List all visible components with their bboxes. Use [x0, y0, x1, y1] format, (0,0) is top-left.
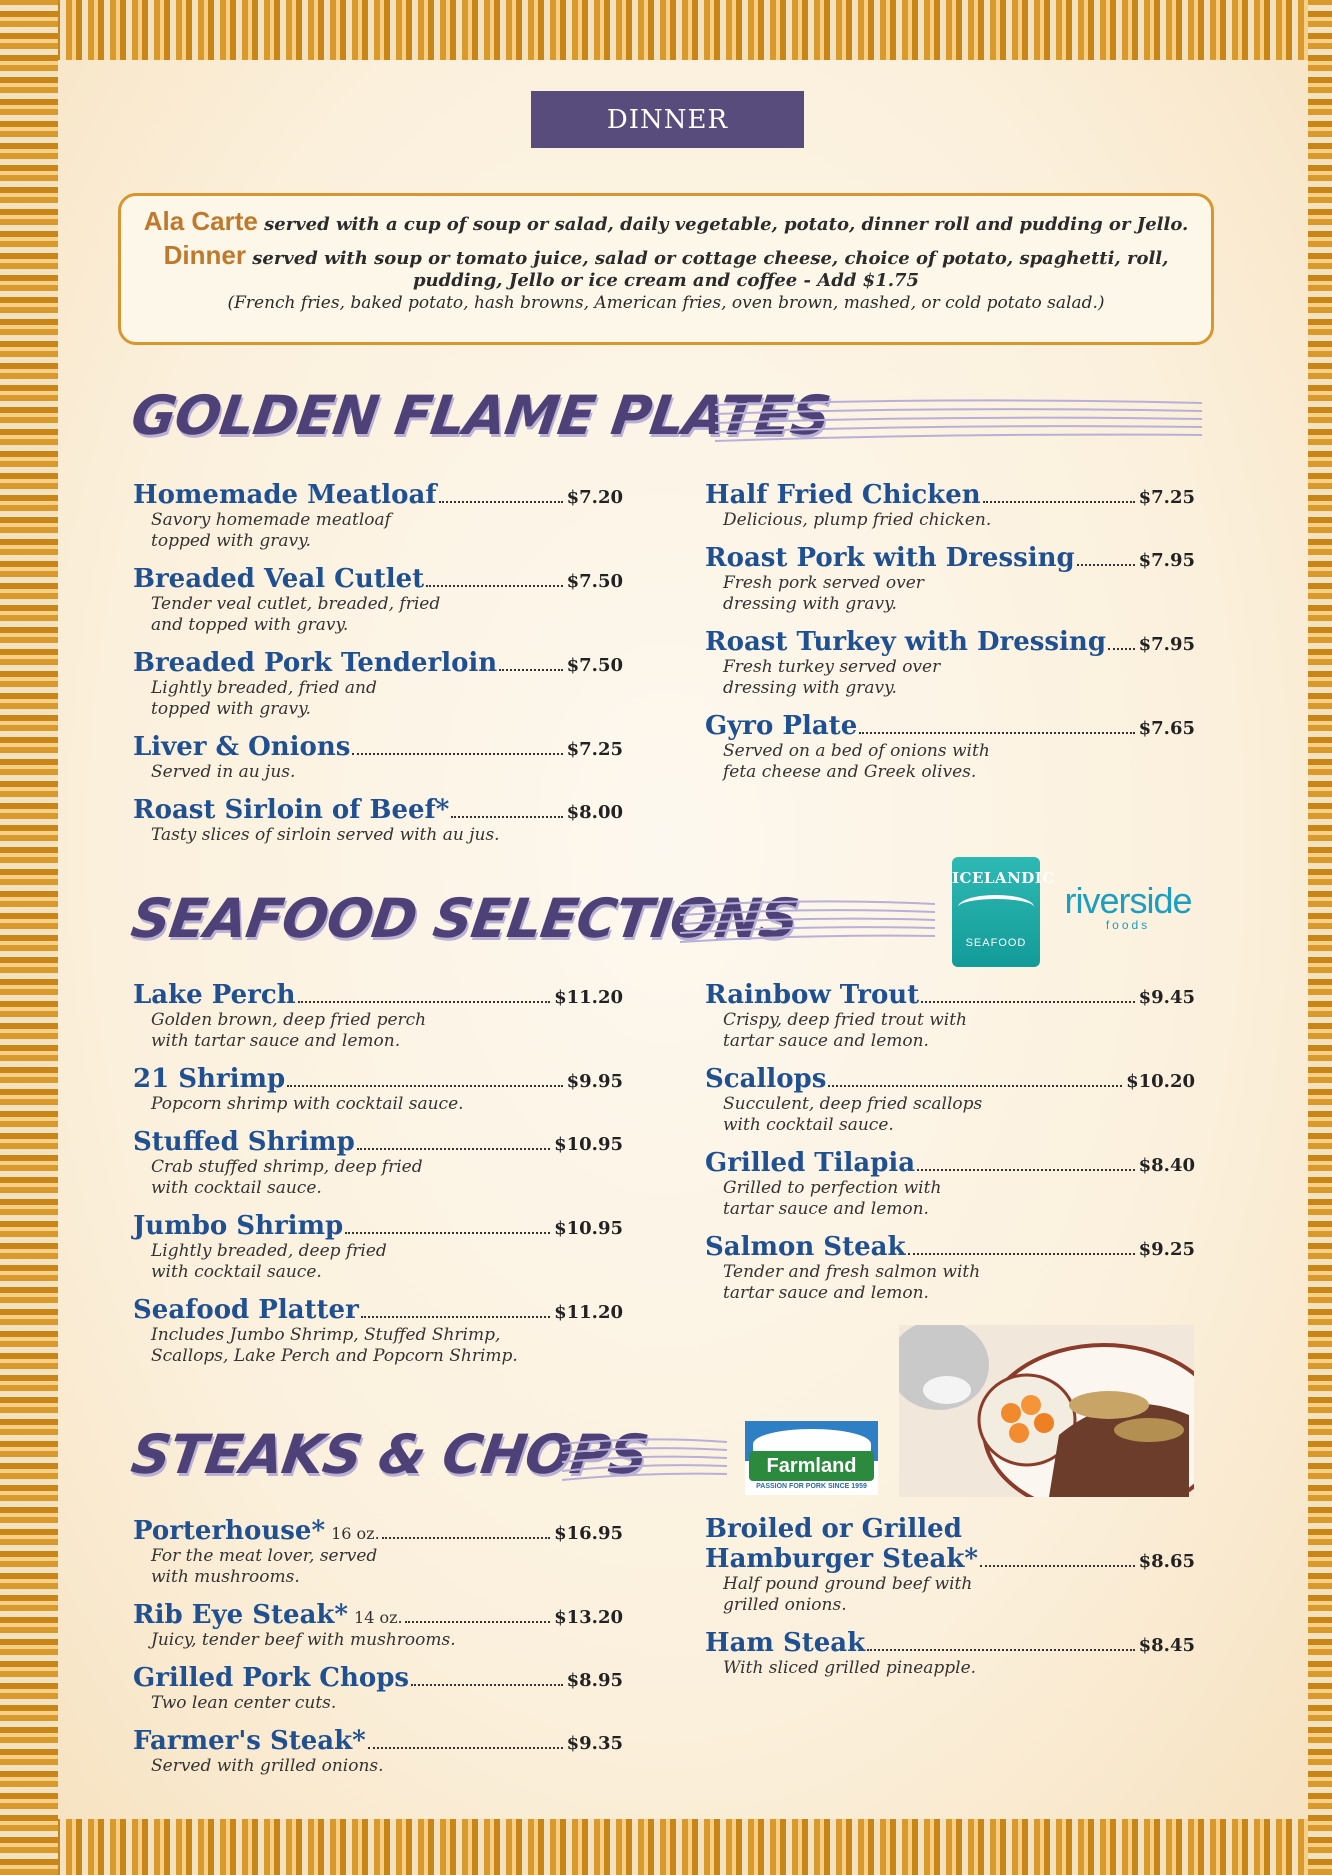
menu-item [133, 1125, 623, 1199]
menu-item [705, 1146, 1195, 1220]
item-price: $8.65 [1138, 1551, 1195, 1572]
item-description: Golden brown, deep fried perch with tartar sauce and lemon. [151, 1010, 427, 1051]
item-price: $7.95 [1138, 550, 1195, 571]
item-price: $13.20 [554, 1607, 623, 1628]
item-name: Salmon Steak [705, 1232, 906, 1262]
menu-item [133, 562, 623, 636]
item-description: Includes Jumbo Shrimp, Stuffed Shrimp, Scallops, Lake Perch and Popcorn Shrimp. [151, 1325, 518, 1366]
leader-dots [298, 1001, 551, 1003]
menu-item [705, 709, 1195, 783]
dinner-keyword: Dinner [163, 240, 246, 270]
item-description: For the meat lover, served with mushrooms. [151, 1546, 378, 1587]
item-name: Breaded Pork Tenderloin [133, 648, 498, 678]
item-price: $10.95 [554, 1134, 623, 1155]
seafood-right-column [705, 978, 1195, 1314]
leader-dots [867, 1649, 1134, 1651]
leader-dots [382, 1537, 550, 1539]
decorative-swoosh-seafood [680, 898, 935, 946]
leader-dots [1108, 648, 1135, 650]
item-description: Tender and fresh salmon with tartar sauce and lemon. [723, 1262, 981, 1303]
leader-dots [361, 1316, 550, 1318]
item-name: Half Fried Chicken [705, 480, 981, 510]
item-description: Tasty slices of sirloin served with au jus. [151, 825, 500, 845]
item-price: $9.25 [1138, 1239, 1195, 1260]
item-name: Seafood Platter [133, 1295, 359, 1325]
item-description: Fresh turkey served over dressing with gravy. [723, 657, 941, 698]
info-box [118, 193, 1214, 345]
menu-item [133, 1661, 623, 1714]
steaks-right-column [705, 1514, 1195, 1689]
item-price: $7.65 [1138, 718, 1195, 739]
item-description: Succulent, deep fried scallops with cocktail sauce. [723, 1094, 983, 1135]
leader-dots [921, 1001, 1134, 1003]
menu-item [133, 1514, 623, 1588]
item-price: $8.00 [566, 802, 623, 823]
farmland-name: Farmland [749, 1451, 874, 1481]
item-price: $10.20 [1126, 1071, 1195, 1092]
menu-item [705, 541, 1195, 615]
leader-dots [917, 1169, 1134, 1171]
item-name: Lake Perch [133, 980, 296, 1010]
menu-item [133, 1062, 623, 1115]
item-name: Porterhouse* [133, 1516, 326, 1546]
item-name: Gyro Plate [705, 711, 858, 741]
icelandic-logo [952, 857, 1055, 967]
riverside-logo [1058, 880, 1198, 932]
leader-dots [908, 1253, 1135, 1255]
item-price: $9.35 [566, 1733, 623, 1754]
decorative-swoosh-golden [715, 397, 1202, 445]
item-name: Jumbo Shrimp [133, 1211, 344, 1241]
farmland-tagline: PASSION FOR PORK SINCE 1959 [756, 1483, 867, 1490]
leader-dots [499, 669, 562, 671]
item-price: $8.45 [1138, 1635, 1195, 1656]
item-price: $11.20 [554, 1302, 623, 1323]
item-name: Roast Sirloin of Beef* [133, 795, 450, 825]
menu-item [705, 625, 1195, 699]
item-price: $7.50 [566, 655, 623, 676]
leader-dots [859, 732, 1134, 734]
item-description: Served on a bed of onions with feta cheese and Greek olives. [723, 741, 990, 782]
ornamental-border-top [0, 0, 1332, 60]
item-name: Homemade Meatloaf [133, 480, 437, 510]
dinner-text-2: pudding, Jello or ice cream and coffee - Add $1.75 [412, 270, 920, 291]
leader-dots [368, 1747, 563, 1749]
riverside-sub: foods [1105, 918, 1151, 932]
menu-item [133, 730, 623, 783]
golden-left-column [133, 478, 623, 856]
food-photo [899, 1325, 1194, 1497]
item-description: Served in au jus. [151, 762, 296, 782]
item-name: Roast Turkey with Dressing [705, 627, 1107, 657]
item-price: $7.50 [566, 571, 623, 592]
golden-right-column [705, 478, 1195, 793]
item-name: Farmer's Steak* [133, 1726, 366, 1756]
item-name: Grilled Pork Chops [133, 1663, 410, 1693]
item-name: Rib Eye Steak* [133, 1600, 349, 1630]
leader-dots [983, 501, 1135, 503]
item-description: Two lean center cuts. [151, 1693, 337, 1713]
seafood-left-column [133, 978, 623, 1377]
menu-item [705, 478, 1195, 531]
menu-item [133, 1293, 623, 1367]
menu-item [133, 1209, 623, 1283]
item-name: Liver & Onions [133, 732, 351, 762]
farmland-logo [745, 1421, 878, 1495]
item-size: 14 oz. [354, 1608, 403, 1627]
item-description: Grilled to perfection with tartar sauce and lemon. [723, 1178, 942, 1219]
item-description: Savory homemade meatloaf topped with gravy. [151, 510, 391, 551]
leader-dots [451, 816, 562, 818]
ornamental-border-right [1308, 0, 1332, 1875]
item-price: $9.45 [1138, 987, 1195, 1008]
item-price: $11.20 [554, 987, 623, 1008]
leader-dots [352, 753, 562, 755]
item-description: Served with grilled onions. [151, 1756, 384, 1776]
item-description: Half pound ground beef with grilled onions. [723, 1574, 973, 1615]
item-price: $8.95 [566, 1670, 623, 1691]
ala-carte-text: served with a cup of soup or salad, daily vegetable, potato, dinner roll and pudding or Jello. [264, 214, 1189, 235]
potato-note: (French fries, baked potato, hash browns, American fries, oven brown, mashed, or cold potato salad.) [227, 293, 1105, 313]
section-title-golden-flame: GOLDEN FLAME PLATES [127, 384, 834, 447]
item-name: Rainbow Trout [705, 980, 920, 1010]
section-title-seafood: SEAFOOD SELECTIONS [127, 887, 802, 950]
item-description: Crab stuffed shrimp, deep fried with cocktail sauce. [151, 1157, 423, 1198]
menu-item [133, 1724, 623, 1777]
leader-dots [357, 1148, 550, 1150]
ornamental-border-bottom [0, 1819, 1332, 1875]
menu-item [133, 1598, 623, 1651]
steaks-left-column [133, 1514, 623, 1787]
item-description: With sliced grilled pineapple. [723, 1658, 977, 1678]
item-name: Roast Pork with Dressing [705, 543, 1075, 573]
item-price: $7.20 [566, 487, 623, 508]
item-price: $16.95 [554, 1523, 623, 1544]
menu-item [705, 1230, 1195, 1304]
item-name: Stuffed Shrimp [133, 1127, 355, 1157]
leader-dots [405, 1621, 550, 1623]
item-price: $9.95 [566, 1071, 623, 1092]
item-name: Scallops [705, 1064, 827, 1094]
menu-item [133, 793, 623, 846]
item-name-line-1: Broiled or Grilled [705, 1514, 962, 1544]
leader-dots [439, 501, 563, 503]
leader-dots [426, 585, 562, 587]
ornamental-border-left [0, 0, 58, 1875]
item-description: Lightly breaded, deep fried with cocktail sauce. [151, 1241, 387, 1282]
menu-item [705, 1626, 1195, 1679]
plate-illustration [899, 1325, 1194, 1497]
item-description: Juicy, tender beef with mushrooms. [151, 1630, 456, 1650]
icelandic-brand: ICELANDIC [952, 869, 1055, 887]
item-price: $7.25 [1138, 487, 1195, 508]
decorative-swoosh-steaks [562, 1436, 727, 1484]
leader-dots [287, 1085, 562, 1087]
section-title-steaks: STEAKS & CHOPS [127, 1423, 652, 1486]
item-description: Fresh pork served over dressing with gravy. [723, 573, 924, 614]
item-name: Breaded Veal Cutlet [133, 564, 425, 594]
item-price: $7.25 [566, 739, 623, 760]
item-description: Lightly breaded, fried and topped with gravy. [151, 678, 377, 719]
item-size: 16 oz. [331, 1524, 380, 1543]
leader-dots [411, 1684, 563, 1686]
menu-item [133, 646, 623, 720]
menu-item [705, 978, 1195, 1052]
item-price: $10.95 [554, 1218, 623, 1239]
ala-carte-line [121, 206, 1211, 236]
item-description: Delicious, plump fried chicken. [723, 510, 992, 530]
leader-dots [980, 1565, 1135, 1567]
item-name-line-2: Hamburger Steak* [705, 1544, 978, 1574]
wave-icon [958, 895, 1034, 919]
dinner-text-1: served with soup or tomato juice, salad or cottage cheese, choice of potato, spaghetti, roll, [252, 248, 1169, 269]
icelandic-sub: SEAFOOD [965, 937, 1027, 949]
item-description: Popcorn shrimp with cocktail sauce. [151, 1094, 464, 1114]
item-price: $8.40 [1138, 1155, 1195, 1176]
item-name: Ham Steak [705, 1628, 866, 1658]
leader-dots [828, 1085, 1122, 1087]
item-description: Crispy, deep fried trout with tartar sauce and lemon. [723, 1010, 967, 1051]
riverside-main: riverside [1064, 880, 1192, 921]
menu-item [705, 1514, 1195, 1616]
leader-dots [1077, 564, 1135, 566]
menu-item [133, 978, 623, 1052]
item-description: Tender veal cutlet, breaded, fried and topped with gravy. [151, 594, 441, 635]
ala-carte-keyword: Ala Carte [143, 206, 258, 236]
item-name: Grilled Tilapia [705, 1148, 916, 1178]
menu-item [133, 478, 623, 552]
dinner-banner: DINNER [531, 91, 804, 148]
dinner-line [121, 240, 1211, 270]
item-price: $7.95 [1138, 634, 1195, 655]
leader-dots [345, 1232, 550, 1234]
item-name: 21 Shrimp [133, 1064, 286, 1094]
menu-item [705, 1062, 1195, 1136]
